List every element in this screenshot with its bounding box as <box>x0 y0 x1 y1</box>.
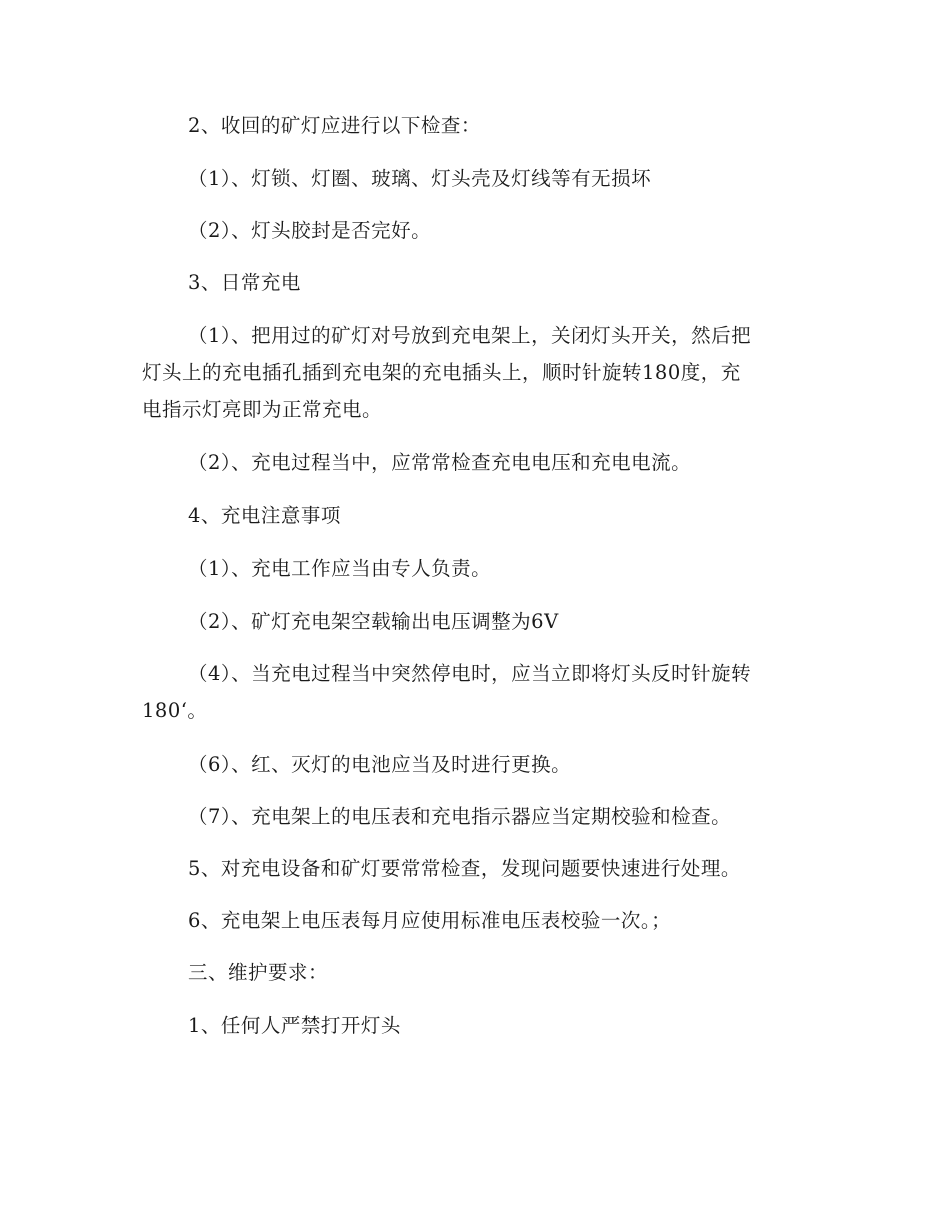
heading-5-inspection: 5、对充电设备和矿灯要常常检查，发现问题要快速进行处理。 <box>188 857 741 880</box>
item-4-7: （7）、充电架上的电压表和充电指示器应当定期校验和检查。 <box>188 805 732 828</box>
item-4-4-line-2: 180‘。 <box>142 699 208 722</box>
item-4-2: （2）、矿灯充电架空载输出电压调整为6V <box>188 610 559 633</box>
item-3-1-line-1: （1）、把用过的矿灯对号放到充电架上，关闭灯头开关，然后把 <box>188 324 752 347</box>
maintenance-item-1: 1、任何人严禁打开灯头 <box>188 1014 401 1037</box>
heading-3-daily-charging: 3、日常充电 <box>188 271 301 294</box>
heading-2-inspection: 2、收回的矿灯应进行以下检查： <box>188 114 481 137</box>
item-3-1-line-2: 灯头上的充电插孔插到充电架的充电插头上，顺时针旋转180度，充 <box>142 361 741 384</box>
heading-4-charging-notes: 4、充电注意事项 <box>188 504 341 527</box>
item-2-1: （1）、灯锁、灯圈、玻璃、灯头壳及灯线等有无损坏 <box>188 167 652 190</box>
item-4-4-line-1: （4）、当充电过程当中突然停电时，应当立即将灯头反时针旋转 <box>188 662 752 685</box>
item-2-2: （2）、灯头胶封是否完好。 <box>188 219 432 242</box>
section-3-maintenance: 三、维护要求： <box>188 961 329 984</box>
item-3-1-line-3: 电指示灯亮即为正常充电。 <box>142 398 383 421</box>
item-4-6: （6）、红、灭灯的电池应当及时进行更换。 <box>188 753 572 776</box>
heading-6-calibration: 6、充电架上电压表每月应使用标准电压表校验一次。； <box>188 909 672 932</box>
item-3-2: （2）、充电过程当中，应常常检查充电电压和充电电流。 <box>188 451 692 474</box>
item-4-1: （1）、充电工作应当由专人负责。 <box>188 557 492 580</box>
